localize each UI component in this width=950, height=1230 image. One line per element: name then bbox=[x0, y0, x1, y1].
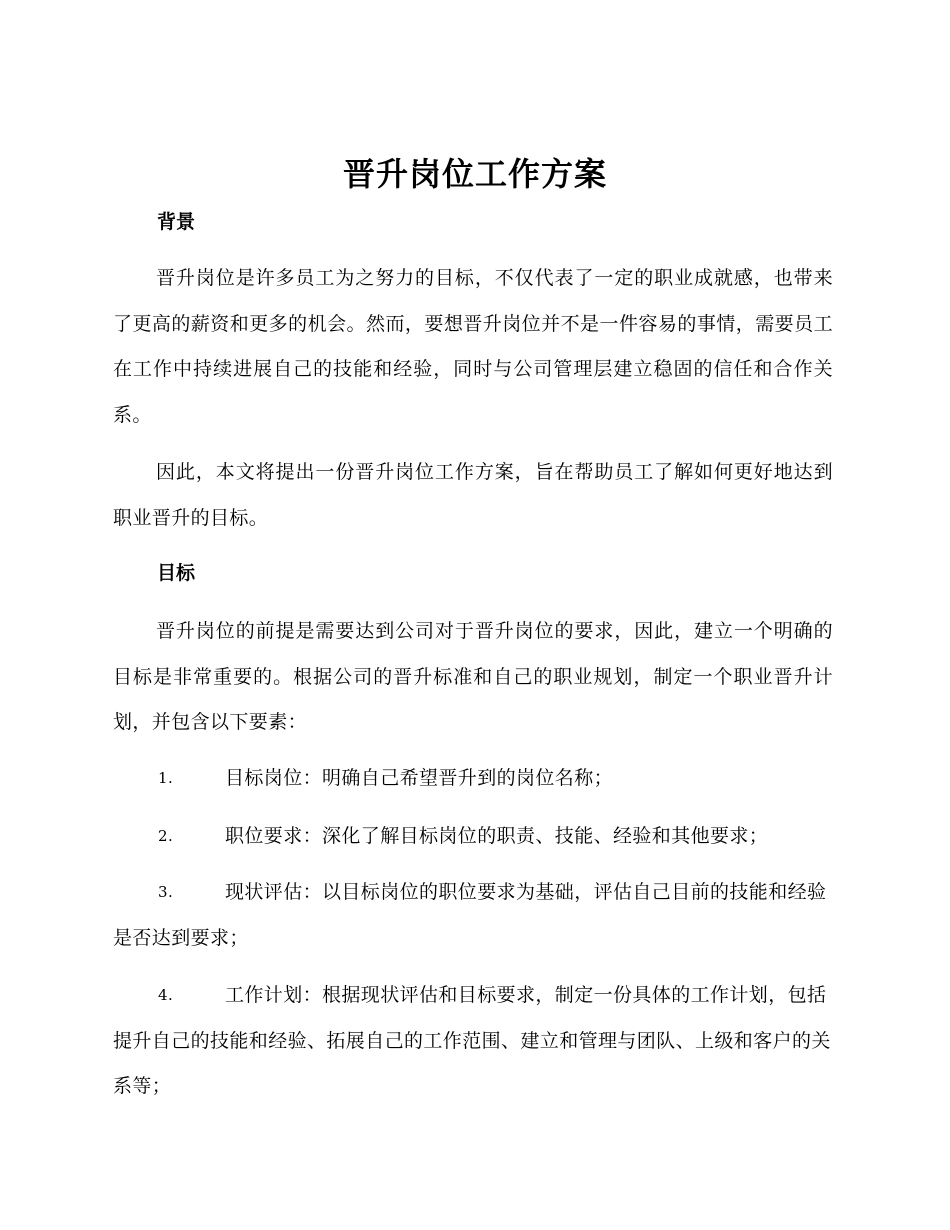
list-item-text: 现状评估：以目标岗位的职位要求为基础，评估自己目前的技能和经验是否达到要求； bbox=[113, 881, 827, 949]
list-item bbox=[113, 973, 833, 1110]
list-item bbox=[113, 870, 833, 961]
background-paragraph-1: 晋升岗位是许多员工为之努力的目标，不仅代表了一定的职业成就感，也带来了更高的薪资和更多的机会。然而，要想晋升岗位并不是一件容易的事情，需要员工在工作中持续进展自己的技能和经验，同时与公司管理层建立稳固的信任和合作关系。 bbox=[113, 267, 833, 426]
list-item-text: 工作计划：根据现状评估和目标要求，制定一份具体的工作计划，包括提升自己的技能和经验、拓展自己的工作范围、建立和管理与团队、上级和客户的关系等； bbox=[113, 984, 831, 1097]
list-item-number: 1. bbox=[158, 769, 174, 787]
list-item-number: 2. bbox=[158, 827, 174, 845]
list-item-number: 3. bbox=[158, 883, 174, 901]
goal-paragraph-1: 晋升岗位的前提是需要达到公司对于晋升岗位的要求，因此，建立一个明确的目标是非常重要的。根据公司的晋升标准和自己的职业规划，制定一个职业晋升计划，并包含以下要素： bbox=[113, 620, 833, 733]
list-item bbox=[113, 814, 833, 860]
section-heading-goal: 目标 bbox=[157, 562, 196, 584]
list-item bbox=[113, 756, 833, 802]
document-title: 晋升岗位工作方案 bbox=[342, 155, 607, 193]
background-paragraph-2: 因此，本文将提出一份晋升岗位工作方案，旨在帮助员工了解如何更好地达到职业晋升的目标。 bbox=[113, 461, 833, 529]
list-item-text: 职位要求：深化了解目标岗位的职责、技能、经验和其他要求； bbox=[225, 825, 769, 847]
list-item-number: 4. bbox=[158, 986, 174, 1004]
section-heading-background: 背景 bbox=[157, 211, 196, 233]
list-item-text: 目标岗位：明确自己希望晋升到的岗位名称； bbox=[225, 767, 614, 789]
